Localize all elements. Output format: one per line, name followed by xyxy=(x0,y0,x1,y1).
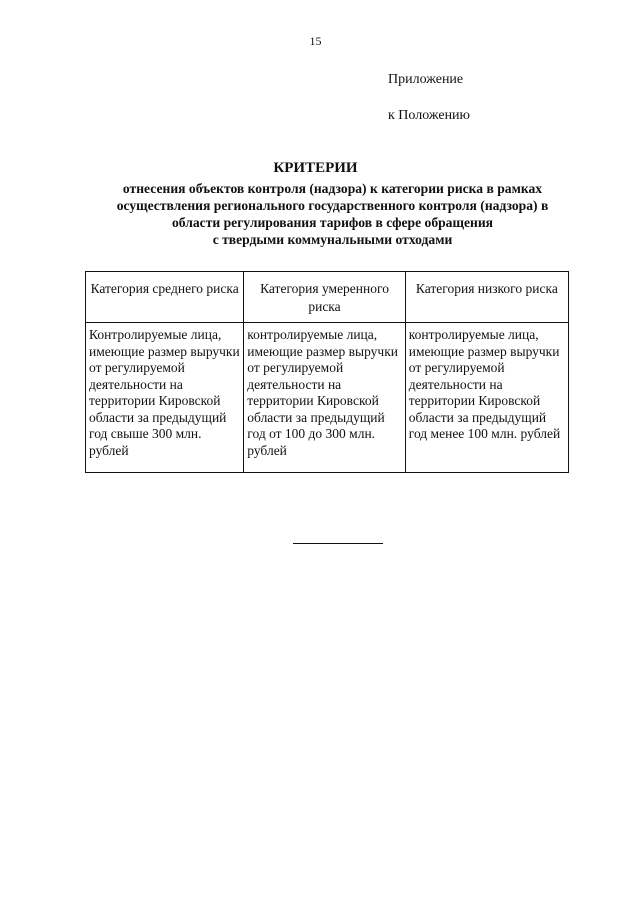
criteria-table xyxy=(85,271,569,473)
header-low-risk: Категория низкого риска xyxy=(405,272,568,323)
subtitle-line: отнесения объектов контроля (надзора) к категории риска в рамках xyxy=(122,181,543,196)
header-medium-risk: Категория среднего риска xyxy=(86,272,244,323)
subtitle-line: с твердыми коммунальными отходами xyxy=(212,232,453,247)
cell-medium-risk: Контролируемые лица, имеющие размер выручки от регулируемой деятельности на территории Кировской области за предыдущий год свыше 300 млн. рублей xyxy=(86,323,244,473)
subtitle-line: осуществления регионального государственного контроля (надзора) в xyxy=(116,198,549,213)
page-number: 15 xyxy=(309,34,322,48)
cell-moderate-risk: контролируемые лица, имеющие размер выручки от регулируемой деятельности на территории Кировской области за предыдущий год от 100 до 300 млн. рублей xyxy=(244,323,405,473)
appendix-label: Приложение xyxy=(388,72,464,87)
closing-divider xyxy=(293,543,383,544)
criteria-table-header xyxy=(86,272,569,323)
cell-low-risk: контролируемые лица, имеющие размер выручки от регулируемой деятельности на территории Кировской области за предыдущий год менее 100 млн. рублей xyxy=(405,323,568,473)
appendix-reference: к Положению xyxy=(388,108,471,123)
subtitle-line: области регулирования тарифов в сфере обращения xyxy=(171,215,494,230)
document-subtitle xyxy=(80,180,585,248)
criteria-table-body xyxy=(86,323,569,473)
table-header-row xyxy=(86,272,569,323)
table-row xyxy=(86,323,569,473)
document-title: КРИТЕРИИ xyxy=(273,160,358,176)
header-moderate-risk: Категория умеренного риска xyxy=(244,272,405,323)
